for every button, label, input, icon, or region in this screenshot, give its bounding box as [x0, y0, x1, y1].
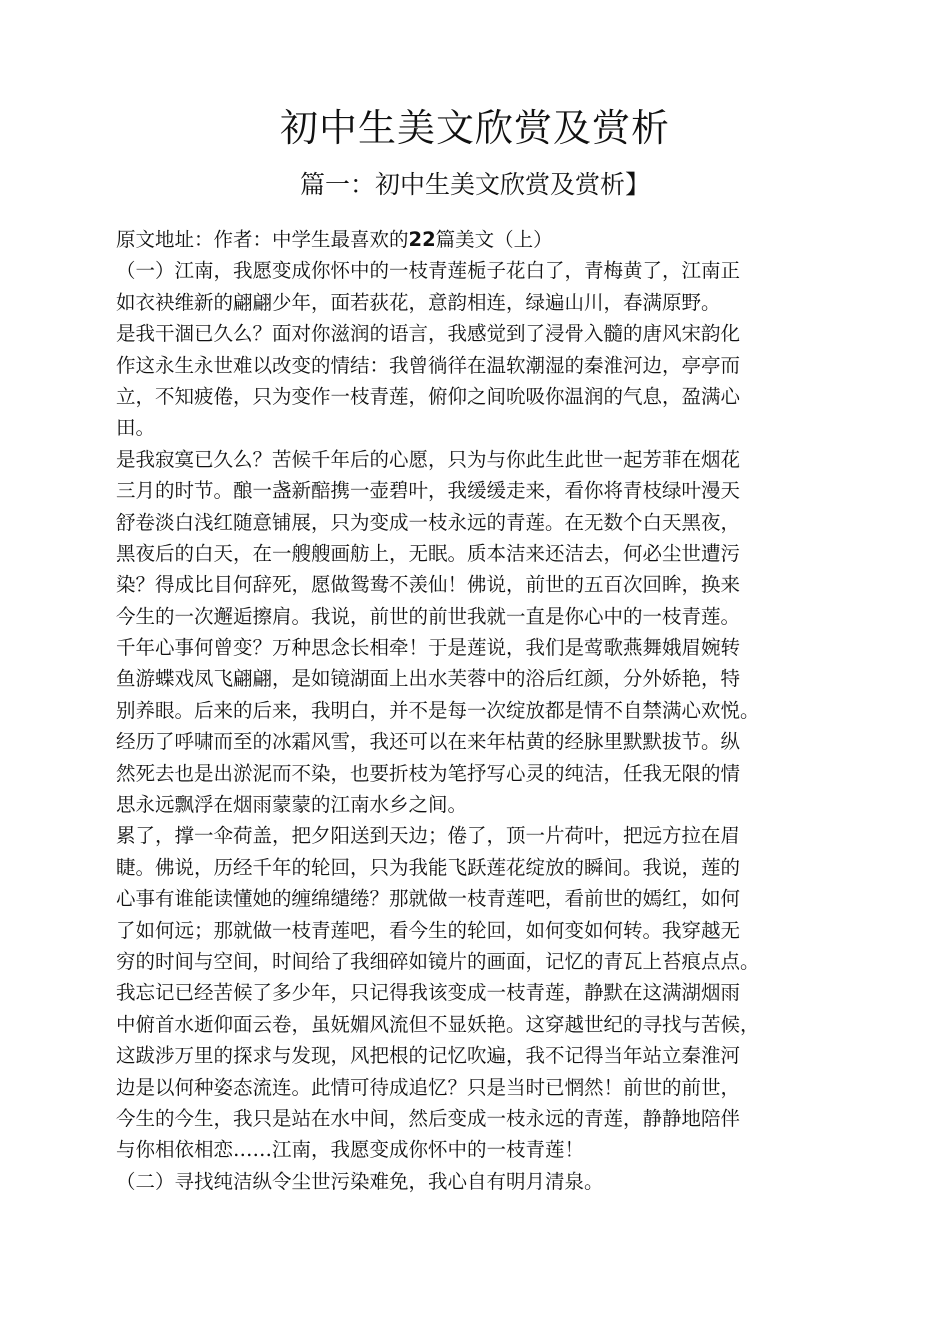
article-body	[116, 224, 886, 1197]
text-line: 思永远飘浮在烟雨蒙蒙的江南水乡之间。	[116, 793, 468, 817]
text-line: 舒卷淡白浅红随意铺展，只为变成一枝永远的青莲。在无数个白天黑夜，	[116, 510, 741, 534]
page-title: 初中生美文欣赏及赏析	[279, 106, 670, 150]
text-line: 别养眼。后来的后来，我明白，并不是每一次绽放都是情不自禁满心欢悦。	[116, 698, 760, 722]
source-prefix: 原文地址：作者：中学生最喜欢的	[116, 228, 409, 251]
text-line: 与你相依相恋……江南，我愿变成你怀中的一枝青莲！	[116, 1138, 585, 1162]
text-line: 穷的时间与空间，时间给了我细碎如镜片的画面，记忆的青瓦上苔痕点点。	[116, 949, 760, 973]
text-line: （一）江南，我愿变成你怀中的一枝青莲栀子花白了，青梅黄了，江南正	[116, 259, 741, 283]
text-line: 我忘记已经苦候了多少年，只记得我该变成一枝青莲，静默在这满湖烟雨	[116, 981, 741, 1005]
text-line: 心事有谁能读懂她的缠绵缱绻？那就做一枝青莲吧，看前世的嫣红，如何	[116, 887, 741, 911]
source-line	[116, 224, 886, 255]
source-suffix: 篇美文（上）	[435, 228, 553, 251]
text-line: 今生的今生，我只是站在水中间，然后变成一枝永远的青莲，静静地陪伴	[116, 1106, 741, 1130]
text-line: 立，不知疲倦，只为变作一枝青莲，俯仰之间吮吸你温润的气息，盈满心	[116, 384, 741, 408]
text-line: 作这永生永世难以改变的情结：我曾徜徉在温软潮湿的秦淮河边，亭亭而	[116, 353, 741, 377]
text-line: 中俯首水逝仰面云卷，虽妩媚风流但不显妖艳。这穿越世纪的寻找与苦候，	[116, 1012, 760, 1036]
text-line: 累了，撑一伞荷盖，把夕阳送到天边；倦了，顶一片荷叶，把远方拉在眉	[116, 824, 741, 848]
text-line: 是我干涸已久么？面对你滋润的语言，我感觉到了浸骨入髓的唐风宋韵化	[116, 322, 741, 346]
text-line: 今生的一次邂逅擦肩。我说，前世的前世我就一直是你心中的一枝青莲。	[116, 604, 741, 628]
text-line: 千年心事何曾变？万种思念长相牵！于是莲说，我们是莺歌燕舞娥眉婉转	[116, 636, 741, 660]
text-line: 黑夜后的白天，在一艘艘画舫上，无眠。质本洁来还洁去，何必尘世遭污	[116, 541, 741, 565]
text-line: 边是以何种姿态流连。此情可待成追忆？只是当时已惘然！前世的前世，	[116, 1075, 741, 1099]
text-line: 经历了呼啸而至的冰霜风雪，我还可以在来年枯黄的经脉里默默拔节。纵	[116, 730, 741, 754]
text-line: 鱼游蝶戏凤飞翩翩，是如镜湖面上出水芙蓉中的浴后红颜，分外娇艳，特	[116, 667, 741, 691]
article-lines	[116, 255, 886, 1197]
page-subtitle: 篇一：初中生美文欣赏及赏析】	[299, 170, 650, 199]
text-line: （二）寻找纯洁纵令尘世污染难免，我心自有明月清泉。	[116, 1169, 604, 1193]
text-line: 染？得成比目何辞死，愿做鸳鸯不羡仙！佛说，前世的五百次回眸，换来	[116, 573, 741, 597]
text-line: 睫。佛说，历经千年的轮回，只为我能飞跃莲花绽放的瞬间。我说，莲的	[116, 855, 741, 879]
text-line: 是我寂寞已久么？苦候千年后的心愿，只为与你此生此世一起芳菲在烟花	[116, 447, 741, 471]
text-line: 如衣袂维新的翩翩少年，面若荻花，意韵相连，绿遍山川，春满原野。	[116, 290, 721, 314]
source-number: 22	[408, 228, 436, 251]
text-line: 三月的时节。酿一盏新醅携一壶碧叶，我缓缓走来，看你将青枝绿叶漫天	[116, 479, 741, 503]
text-line: 了如何远；那就做一枝青莲吧，看今生的轮回，如何变如何转。我穿越无	[116, 918, 741, 942]
text-line: 田。	[116, 416, 156, 440]
text-line: 然死去也是出淤泥而不染，也要折枝为笔抒写心灵的纯洁，任我无限的情	[116, 761, 741, 785]
text-line: 这跋涉万里的探求与发现，风把根的记忆吹遍，我不记得当年站立秦淮河	[116, 1044, 741, 1068]
